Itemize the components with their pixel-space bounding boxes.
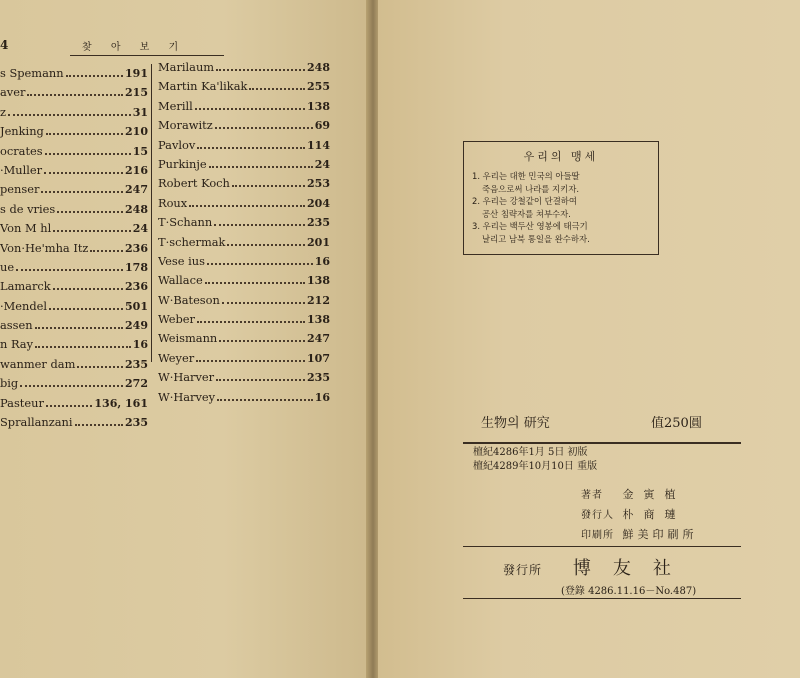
dot-leader bbox=[8, 114, 131, 116]
dot-leader bbox=[189, 205, 305, 207]
index-entry-page: 69 bbox=[314, 119, 330, 133]
index-entry bbox=[0, 396, 148, 415]
index-entry bbox=[158, 254, 330, 273]
index-entry bbox=[0, 202, 148, 221]
index-entry-page: 249 bbox=[125, 319, 148, 333]
publisher-person-row bbox=[581, 506, 741, 522]
pledge-line: 3. 우리는 백두산 영봉에 태극기 bbox=[472, 221, 588, 231]
index-entry-name: T·schermak bbox=[158, 234, 226, 249]
index-entry bbox=[0, 221, 148, 240]
publisher-name: 博友社 bbox=[572, 558, 693, 579]
index-entry-page: 248 bbox=[307, 61, 330, 74]
index-entry-name: wanmer dam bbox=[0, 356, 76, 371]
dot-leader bbox=[41, 191, 123, 193]
index-entry-page: 138 bbox=[307, 313, 330, 327]
index-entry bbox=[158, 79, 330, 98]
dot-leader bbox=[205, 282, 305, 284]
dot-leader bbox=[195, 108, 305, 110]
pledge-line: 1. 우리는 대한 민국의 아들딸 bbox=[472, 171, 580, 181]
index-entry-page: 248 bbox=[125, 202, 148, 216]
dot-leader bbox=[45, 153, 131, 155]
dot-leader bbox=[222, 302, 305, 304]
index-entry bbox=[0, 163, 148, 182]
index-title: 찾 아 보 기 bbox=[82, 42, 187, 53]
index-entry-name: Purkinje bbox=[158, 156, 207, 171]
index-entry-name: ·Muller bbox=[0, 162, 43, 177]
book-price: 值250圓 bbox=[651, 416, 702, 431]
dot-leader bbox=[27, 94, 123, 96]
index-column-right bbox=[158, 60, 330, 409]
index-entry bbox=[0, 357, 148, 376]
index-entry bbox=[158, 99, 330, 118]
index-entry-page: 216 bbox=[125, 163, 148, 177]
index-entry-page: 136, 161 bbox=[94, 396, 148, 410]
dot-leader bbox=[209, 166, 313, 168]
dot-leader bbox=[16, 269, 123, 271]
index-entry-page: 253 bbox=[307, 177, 330, 191]
index-entry-page: 215 bbox=[125, 86, 148, 100]
dot-leader bbox=[20, 385, 123, 387]
index-entry-name: penser bbox=[0, 182, 40, 197]
index-entry-name: s de vries bbox=[0, 201, 56, 216]
dot-leader bbox=[53, 230, 130, 232]
colophon-rule-mid bbox=[463, 546, 741, 547]
book-title: 生物의 研究 bbox=[481, 416, 550, 431]
registration-number: (登錄 4286.11.16－No.487) bbox=[561, 586, 697, 597]
index-entry-name: Roux bbox=[158, 195, 188, 210]
page-number: 4 bbox=[0, 38, 9, 52]
index-entry bbox=[158, 118, 330, 137]
index-entry bbox=[0, 415, 148, 434]
dot-leader bbox=[216, 379, 305, 381]
index-entry-page: 236 bbox=[125, 241, 148, 255]
header-rule bbox=[70, 55, 224, 56]
index-entry-page: 138 bbox=[307, 274, 330, 288]
dot-leader bbox=[227, 244, 305, 246]
index-entry bbox=[0, 376, 148, 395]
index-entry bbox=[0, 318, 148, 337]
dot-leader bbox=[197, 321, 305, 323]
index-entry-page: 24 bbox=[314, 157, 330, 171]
pledge-line: 2. 우리는 강철같이 단결하여 bbox=[472, 196, 577, 206]
index-entry bbox=[158, 293, 330, 312]
index-entry-name: ue bbox=[0, 259, 15, 274]
index-entry-name: Weismann bbox=[158, 331, 218, 346]
index-entry bbox=[158, 215, 330, 234]
index-entry bbox=[0, 279, 148, 298]
index-entry bbox=[158, 176, 330, 195]
index-entry-page: 191 bbox=[125, 67, 148, 80]
index-page bbox=[0, 0, 372, 678]
role-value: 鮮美印刷所 bbox=[622, 528, 698, 541]
dot-leader bbox=[46, 133, 123, 135]
publisher-label: 發行所 bbox=[503, 563, 543, 577]
dot-leader bbox=[219, 340, 305, 342]
index-entry-name: ocrates bbox=[0, 143, 43, 158]
index-entry bbox=[158, 312, 330, 331]
author-row bbox=[581, 486, 741, 502]
dot-leader bbox=[44, 172, 123, 174]
dot-leader bbox=[49, 308, 123, 310]
pledge-line: 날리고 남북 통일을 완수하자. bbox=[482, 233, 590, 244]
index-entry bbox=[158, 235, 330, 254]
index-entry-name: s Spemann bbox=[0, 66, 64, 80]
index-entry-name: z bbox=[0, 104, 7, 119]
index-entry-name: W·Harver bbox=[158, 370, 215, 385]
dot-leader bbox=[46, 405, 93, 407]
colophon-rule-top bbox=[463, 442, 741, 444]
index-entry-name: assen bbox=[0, 318, 33, 333]
index-entry-page: 114 bbox=[307, 138, 330, 152]
index-entry bbox=[0, 260, 148, 279]
index-entry-page: 247 bbox=[125, 183, 148, 197]
index-entry bbox=[0, 124, 148, 143]
index-entry bbox=[158, 157, 330, 176]
pledge-title: 우리의 맹세 bbox=[523, 150, 599, 163]
dot-leader bbox=[75, 424, 124, 426]
index-column-left bbox=[0, 66, 148, 434]
dot-leader bbox=[214, 224, 305, 226]
role-label: 發行人 bbox=[581, 510, 614, 521]
index-entry-name: Von·He'mha Itz bbox=[0, 240, 89, 255]
edition-line: 檀紀4286年1月 5日 初版 bbox=[473, 447, 588, 458]
role-value: 朴商璉 bbox=[622, 508, 686, 521]
index-entry bbox=[158, 390, 330, 409]
index-entry-name: Robert Koch bbox=[158, 176, 230, 191]
index-entry-name: Merill bbox=[158, 98, 193, 113]
index-entry-name: Vese ius bbox=[158, 253, 205, 268]
index-entry bbox=[0, 299, 148, 318]
index-entry-page: 16 bbox=[314, 254, 330, 268]
index-entry bbox=[158, 273, 330, 292]
publisher-row bbox=[503, 554, 693, 580]
column-divider bbox=[151, 64, 152, 362]
role-label: 著者 bbox=[581, 490, 603, 501]
index-entry-page: 247 bbox=[307, 332, 330, 346]
index-entry-page: 107 bbox=[307, 351, 330, 365]
index-entry bbox=[158, 370, 330, 389]
pledge-line: 죽음으로써 나라를 지키자. bbox=[482, 183, 579, 194]
dot-leader bbox=[53, 288, 123, 290]
dot-leader bbox=[90, 250, 123, 252]
index-entry-name: Marilaum bbox=[158, 60, 215, 74]
index-entry-name: Wallace bbox=[158, 273, 203, 288]
edition-line: 檀紀4289年10月10日 重版 bbox=[473, 461, 598, 472]
index-entry-name: Pasteur bbox=[0, 395, 44, 410]
index-entry-page: 16 bbox=[132, 338, 148, 352]
index-entry bbox=[0, 144, 148, 163]
index-entry-name: n Ray bbox=[0, 337, 34, 352]
dot-leader bbox=[216, 69, 305, 71]
dot-leader bbox=[77, 366, 123, 368]
index-entry bbox=[158, 60, 330, 79]
index-entry-page: 201 bbox=[307, 235, 330, 249]
dot-leader bbox=[66, 75, 123, 77]
edition-history bbox=[473, 446, 597, 474]
index-entry-name: Sprallanzani bbox=[0, 415, 73, 430]
pledge-box bbox=[463, 141, 659, 255]
index-entry-page: 272 bbox=[125, 377, 148, 391]
dot-leader bbox=[197, 147, 305, 149]
printer-row bbox=[581, 526, 741, 542]
index-entry-page: 235 bbox=[307, 216, 330, 230]
index-entry-name: T·Schann bbox=[158, 215, 213, 230]
index-entry-page: 24 bbox=[132, 222, 148, 236]
index-entry-name: Jenking bbox=[0, 124, 44, 139]
index-entry-page: 138 bbox=[307, 99, 330, 113]
dot-leader bbox=[217, 399, 313, 401]
dot-leader bbox=[196, 360, 305, 362]
index-entry-page: 210 bbox=[125, 125, 148, 139]
role-value: 金寅植 bbox=[622, 488, 686, 501]
index-entry bbox=[0, 85, 148, 104]
index-entry bbox=[0, 182, 148, 201]
index-entry-page: 16 bbox=[314, 390, 330, 404]
index-entry bbox=[0, 337, 148, 356]
role-label: 印刷所 bbox=[581, 530, 614, 541]
index-entry-page: 501 bbox=[125, 299, 148, 313]
index-entry-page: 235 bbox=[125, 357, 148, 371]
index-entry-name: Von M hl bbox=[0, 221, 52, 236]
dot-leader bbox=[35, 327, 123, 329]
index-entry-page: 15 bbox=[132, 144, 148, 158]
dot-leader bbox=[207, 263, 313, 265]
index-entry-page: 235 bbox=[307, 371, 330, 385]
index-entry-name: Weber bbox=[158, 312, 195, 327]
index-entry bbox=[0, 66, 148, 85]
index-entry-page: 212 bbox=[307, 293, 330, 307]
index-entry-name: Martin Ka'likak bbox=[158, 79, 248, 94]
index-entry-name: big bbox=[0, 376, 19, 391]
index-entry-name: Morawitz bbox=[158, 118, 213, 133]
pledge-line: 공산 침략자를 쳐부수자. bbox=[482, 208, 571, 219]
index-entry bbox=[158, 331, 330, 350]
index-entry-name: Pavlov bbox=[158, 137, 196, 152]
dot-leader bbox=[35, 346, 131, 348]
dot-leader bbox=[232, 185, 305, 187]
index-entry bbox=[158, 138, 330, 157]
dot-leader bbox=[249, 88, 305, 90]
index-entry-page: 31 bbox=[132, 105, 148, 119]
index-entry-name: Lamarck bbox=[0, 279, 51, 294]
index-entry-page: 236 bbox=[125, 280, 148, 294]
index-entry-page: 255 bbox=[307, 80, 330, 94]
index-entry bbox=[158, 351, 330, 370]
index-entry-name: W·Bateson bbox=[158, 292, 220, 307]
index-entry-name: ·Mendel bbox=[0, 298, 48, 313]
index-entry bbox=[0, 105, 148, 124]
index-entry-page: 178 bbox=[125, 260, 148, 274]
index-entry-page: 204 bbox=[307, 196, 330, 210]
index-entry-name: W·Harvey bbox=[158, 389, 216, 404]
colophon-rule-bottom bbox=[463, 598, 741, 599]
dot-leader bbox=[57, 211, 123, 213]
index-entry-page: 235 bbox=[125, 416, 148, 430]
index-entry-name: aver bbox=[0, 85, 26, 100]
index-header bbox=[0, 36, 230, 56]
index-entry bbox=[0, 241, 148, 260]
index-entry bbox=[158, 196, 330, 215]
dot-leader bbox=[215, 127, 313, 129]
index-entry-name: Weyer bbox=[158, 350, 195, 365]
